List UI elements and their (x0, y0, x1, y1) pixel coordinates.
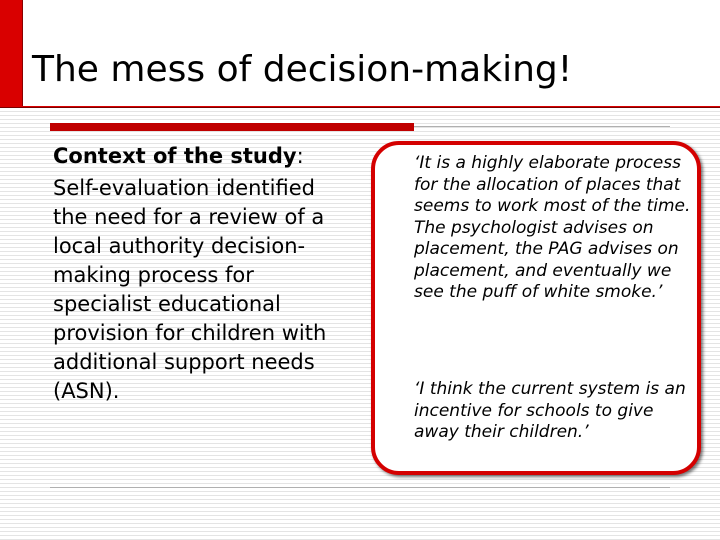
divider-top (414, 126, 670, 127)
divider-bottom (50, 487, 670, 488)
context-heading (53, 142, 353, 171)
quote-text: ‘It is a highly elaborate process for the allocation of places that seems to work most of the time. The psychologist advises on placement, the PAG advises on placement, and eventually we see the puff of white smoke.’ (414, 153, 691, 302)
context-heading-colon: : (296, 144, 304, 168)
context-section (53, 142, 353, 406)
context-heading-label: Context of the study (53, 144, 297, 168)
slide-title: The mess of decision-making! (32, 49, 573, 90)
context-body: Self-evaluation identified the need for a review of a local authority decision-making process for specialist educational provision for children with additional support needs (ASN). (53, 176, 327, 403)
accent-rule (50, 123, 414, 131)
quote-text: ‘I think the current system is an incentive for schools to give away their children.’ (414, 379, 686, 442)
